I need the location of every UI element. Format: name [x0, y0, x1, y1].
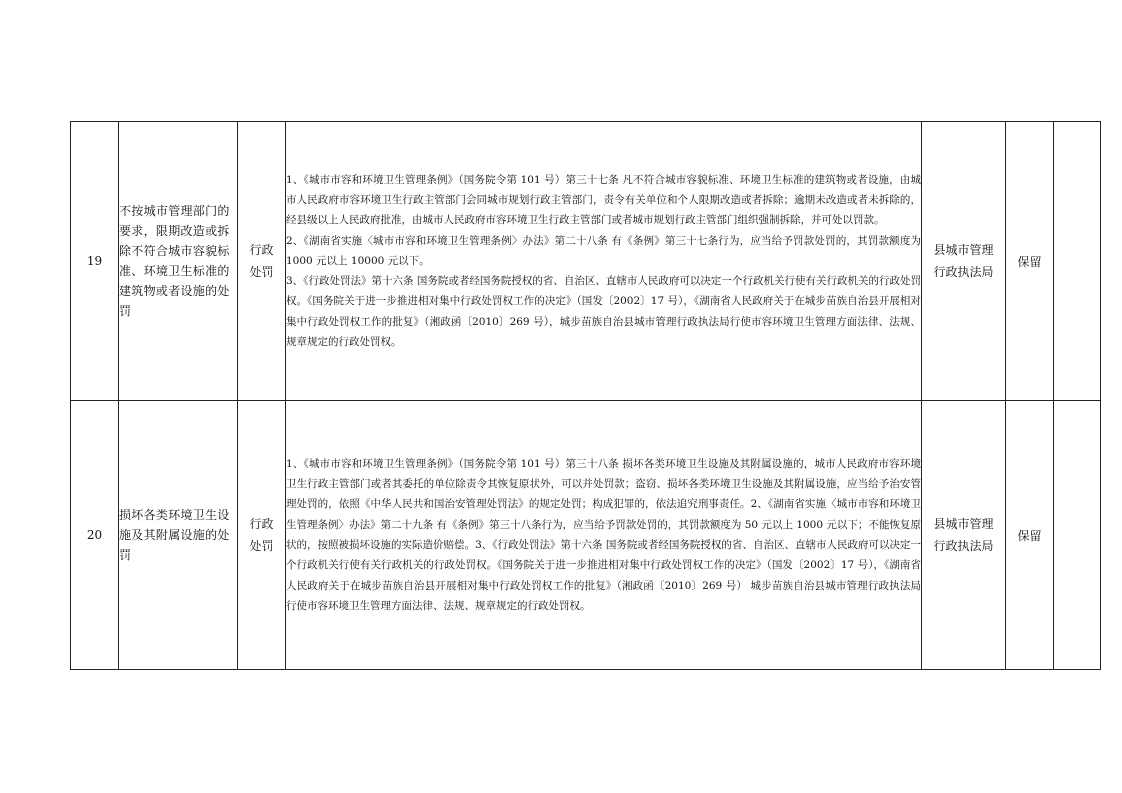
- legal-basis: [286, 122, 922, 401]
- power-type: [238, 401, 286, 670]
- power-type-line: 处罚: [249, 265, 274, 279]
- legal-basis-paragraph: 1、《城市市容和环境卫生管理条例》（国务院令第 101 号）第三十八条 损坏各类环境卫生设施及其附属设施的，城市人民政府市容环境卫生行政主管部门或者其委托的单位除责令其恢复原状外，可以并处罚款；盗窃、损坏各类环境卫生设施及其附属设施，应当给予治安管理处罚的，依照《中华人民共和国治安管理处罚法》的规定处罚；构成犯罪的，依法追究刑事责任。2、《湖南省实施〈城市市容和环境卫生管理条例〉办法》第二十九条 有《条例》第三十八条行为，应当给予罚款处罚的，其罚款额度为 50 元以上 1000 元以下；不能恢复原状的，按照被损坏设施的实际造价赔偿。3、《行政处罚法》第十六条 国务院或者经国务院授权的省、自治区、直辖市人民政府可以决定一个行政机关行使有关行政机关的行政处罚权。《国务院关于进一步推进相对集中行政处罚权工作的决定》（国发〔2002〕17 号），《湖南省人民政府关于在城步苗族自治县开展相对集中行政处罚权工作的批复》（湘政函〔2010〕269 号） 城步苗族自治县城市管理行政执法局行使市容环境卫生管理方面法律、法规、规章规定的行政处罚权。: [286, 457, 921, 612]
- powers-table: [70, 121, 1101, 670]
- legal-basis-paragraph: 2、《湖南省实施〈城市市容和环境卫生管理条例〉办法》第二十八条 有《条例》第三十七条行为，应当给予罚款处罚的，其罚款额度为 1000 元以上 10000 元以下。: [286, 234, 921, 267]
- row-number: 19: [71, 122, 119, 401]
- status-cell: 保留: [1006, 401, 1054, 670]
- power-type-line: 处罚: [249, 539, 274, 553]
- note-cell: [1054, 401, 1101, 670]
- department-line: 行政执法局: [933, 539, 994, 553]
- responsible-department: [922, 401, 1006, 670]
- department-line: 行政执法局: [933, 265, 994, 279]
- power-type-line: 行政: [249, 517, 274, 531]
- item-name: 损坏各类环境卫生设施及其附属设施的处罚: [119, 401, 238, 670]
- status-cell: 保留: [1006, 122, 1054, 401]
- legal-basis-paragraph: 3、《行政处罚法》第十六条 国务院或者经国务院授权的省、自治区、直辖市人民政府可以决定一个行政机关行使有关行政机关的行政处罚权。《国务院关于进一步推进相对集中行政处罚权工作的决定》（国发〔2002〕17 号），《湖南省人民政府关于在城步苗族自治县开展相对集中行政处罚权工作的批复》（湘政函〔2010〕269 号），城步苗族自治县城市管理行政执法局行使市容环境卫生管理方面法律、法规、规章规定的行政处罚权。: [286, 275, 921, 349]
- department-line: 县城市管理: [933, 517, 994, 531]
- legal-basis-paragraph: 1、《城市市容和环境卫生管理条例》（国务院令第 101 号）第三十七条 凡不符合城市容貌标准、环境卫生标准的建筑物或者设施，由城市人民政府市容环境卫生行政主管部门会同城市规划行政主管部门，责令有关单位和个人限期改造或者拆除；逾期未改造或者未拆除的，经县级以上人民政府批准，由城市人民政府市容环境卫生行政主管部门或者城市规划行政主管部门组织强制拆除，并可处以罚款。: [286, 173, 921, 227]
- table-row: [71, 401, 1101, 670]
- table-row: [71, 122, 1101, 401]
- row-number: 20: [71, 401, 119, 670]
- legal-basis: [286, 401, 922, 670]
- power-type: [238, 122, 286, 401]
- item-name: 不按城市管理部门的要求，限期改造或拆除不符合城市容貌标准、环境卫生标准的建筑物或者设施的处罚: [119, 122, 238, 401]
- responsible-department: [922, 122, 1006, 401]
- note-cell: [1054, 122, 1101, 401]
- department-line: 县城市管理: [933, 243, 994, 257]
- power-type-line: 行政: [249, 243, 274, 257]
